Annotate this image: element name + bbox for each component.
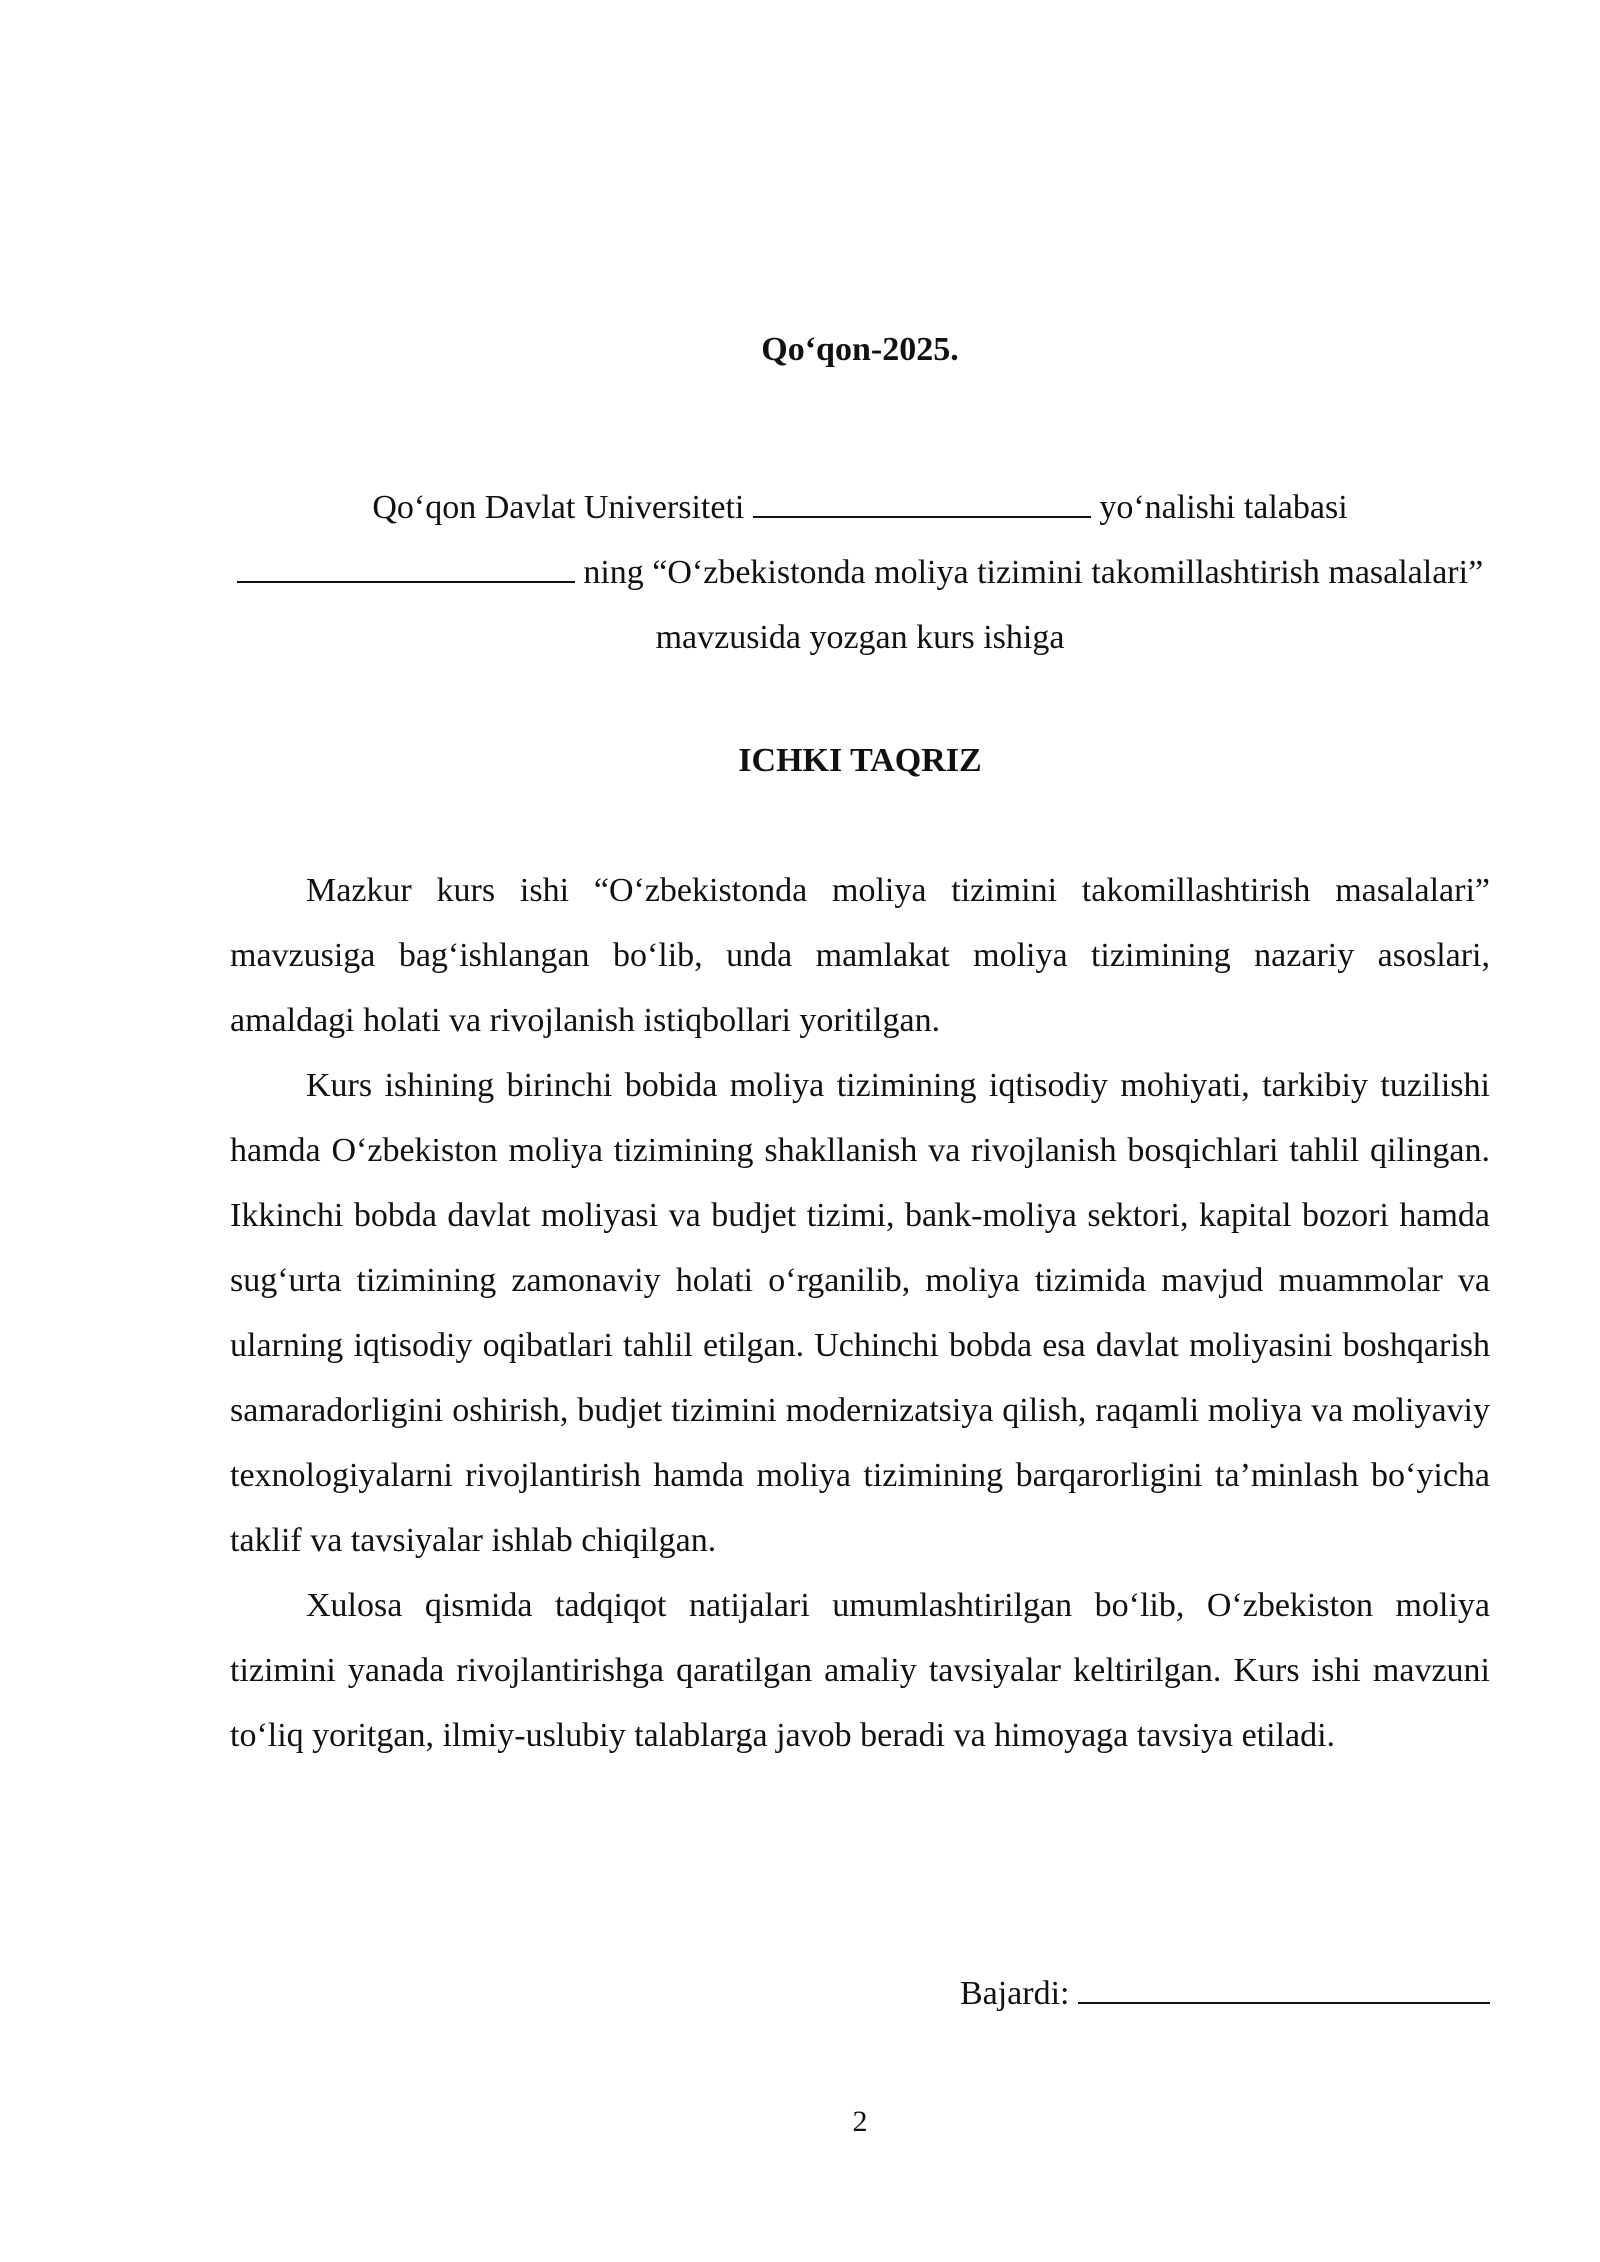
university-name: Qo‘qon Davlat Universiteti [372,489,745,526]
topic-text: ning “O‘zbekistonda moliya tizimini takomillashtirish masalalari” mavzusida yozgan kurs ishiga [583,554,1484,656]
signature-blank [1078,1968,1490,2004]
review-body [230,858,1490,1768]
student-name-blank [237,547,575,583]
paragraph-2: Kurs ishining birinchi bobida moliya tizimining iqtisodiy mohiyati, tarkibiy tuzilishi hamda O‘zbekiston moliya tizimining shakllanish va rivojlanish bosqichlari tahlil qilingan. Ikkinchi bobda davlat moliyasi va budjet tizimi, bank-moliya sektori, kapital bozori hamda sug‘urta tizimining zamonaviy holati o‘rganilib, moliya tizimida mavjud muammolar va ularning iqtisodiy oqibatlari tahlil etilgan. Uchinchi bobda esa davlat moliyasini boshqarish samaradorligini oshirish, budjet tizimini modernizatsiya qilish, raqamli moliya va moliyaviy texnologiyalarni rivojlantirish hamda moliya tizimining barqarorligini ta’minlash bo‘yicha taklif va tavsiyalar ishlab chiqilgan. [230,1067,1490,1559]
intro-block [230,475,1490,670]
direction-blank [753,482,1091,518]
signature-label: Bajardi: [959,1975,1070,2012]
page-number: 2 [852,2105,868,2138]
paragraph-3: Xulosa qismida tadqiqot natijalari umumlashtirilgan bo‘lib, O‘zbekiston moliya tizimini yanada rivojlantirishga qaratilgan amaliy tavsiyalar keltirilgan. Kurs ishi mavzuni to‘liq yoritgan, ilmiy-uslubiy talablarga javob beradi va himoyaga tavsiya etiladi. [230,1587,1490,1754]
city-year: Qo‘qon-2025. [761,331,959,368]
direction-suffix: yo‘nalishi talabasi [1099,489,1348,526]
signature-line [960,1968,1490,2016]
review-heading: ICHKI TAQRIZ [738,742,982,779]
paragraph-1: Mazkur kurs ishi “O‘zbekistonda moliya tizimini takomillashtirish masalalari” mavzusiga bag‘ishlangan bo‘lib, unda mamlakat moliya tizimining nazariy asoslari, amaldagi holati va rivojlanish istiqbollari yoritilgan. [230,872,1490,1039]
